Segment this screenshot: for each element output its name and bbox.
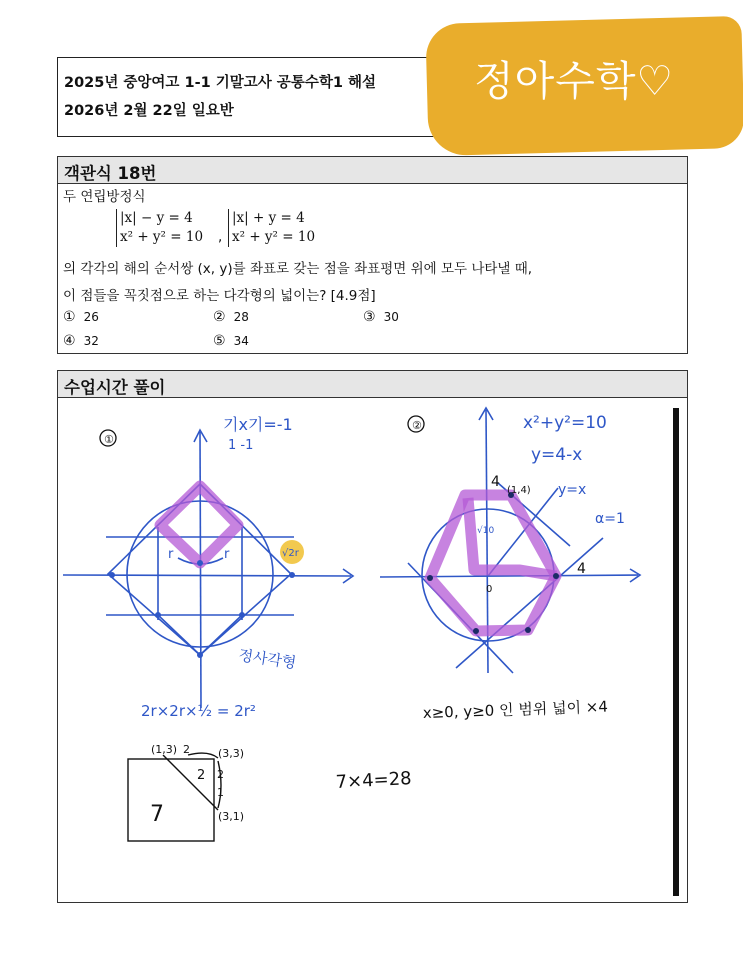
area-diagonal (163, 755, 218, 810)
option-1-value: 26 (83, 310, 99, 324)
option-2 (213, 309, 249, 325)
area-point-1: (1,3) (151, 743, 178, 756)
option-3-value: 30 (383, 310, 399, 324)
system-2-eq-2: x² + y² = 10 (232, 229, 316, 245)
area-two-b: 2 (197, 768, 206, 783)
question-heading: 객관식 18번 (58, 157, 687, 184)
option-2-value: 28 (233, 310, 249, 324)
title-line-1: 2025년 중앙여고 1-1 기말고사 공통수학1 해설 (64, 75, 376, 91)
option-1 (63, 309, 99, 325)
area-point-2: (3,3) (218, 747, 245, 760)
figure-1 (63, 430, 353, 708)
fig1-point (239, 612, 245, 618)
area-seven: 7 (150, 802, 164, 827)
fig1-slope-note-2: 1 -1 (228, 438, 254, 453)
fig1-slope-note: 기x기=-1 (223, 415, 293, 434)
area-brace-top (188, 753, 218, 758)
question-body-1: 의 각각의 해의 순서쌍 (x, y)를 좌표로 갖는 점을 좌표평면 위에 모두 나타낼 때, (63, 261, 533, 277)
system-1-eq-2: x² + y² = 10 (120, 229, 204, 245)
fig1-point (109, 572, 115, 578)
option-4-value: 32 (83, 334, 99, 348)
fig2-point (427, 575, 433, 581)
option-3-num: ③ (363, 309, 376, 325)
fig1-square-note: 정사각형 (237, 646, 298, 673)
fig1-point (289, 572, 295, 578)
fig2-eq1: x²+y²=10 (523, 413, 607, 433)
area-point-3: (3,1) (218, 810, 245, 823)
question-intro: 두 연립방정식 (63, 189, 146, 205)
fig2-number: ② (412, 419, 422, 432)
fig2-point (553, 573, 559, 579)
option-1-num: ① (63, 309, 76, 325)
area-two-a: 2 (183, 743, 190, 756)
option-4-num: ④ (63, 333, 76, 349)
fig1-area-eq: 2r×2r×½ = 2r² (141, 702, 256, 720)
fig2-tick-4b: 4 (577, 561, 586, 577)
fig2-point (473, 628, 479, 634)
fig1-r-label-2: r (224, 547, 230, 562)
fig2-eq2: y=4-x (531, 445, 583, 465)
fig2-alpha: α=1 (595, 511, 625, 527)
title-line-2: 2026년 2월 22일 일요반 (64, 103, 234, 119)
fig1-point (155, 612, 161, 618)
question-body-2: 이 점들을 꼭짓점으로 하는 다각형의 넓이는? [4.9점] (63, 288, 376, 304)
solution-section (57, 370, 688, 903)
fig2-root10: √10 (477, 526, 495, 536)
area-one: 1 (217, 786, 224, 799)
fig2-tick-4: 4 (491, 474, 500, 490)
option-3 (363, 309, 399, 325)
area-sketch (128, 753, 221, 841)
area-two-c: 2 (217, 768, 224, 781)
handwritten-solution (58, 398, 687, 902)
system-comma: , (218, 229, 223, 245)
fig1-low-left (158, 615, 200, 655)
fig2-yx-label: y=x (558, 482, 587, 498)
option-5-value: 34 (233, 334, 249, 348)
fig1-number: ① (104, 433, 114, 446)
system-2-eq-1: |x| + y = 4 (232, 210, 305, 226)
option-4 (63, 333, 99, 349)
option-5-num: ⑤ (213, 333, 226, 349)
fig2-point (525, 627, 531, 633)
fig1-x-axis (63, 575, 351, 576)
brand-label: 정아수학♡ (474, 57, 675, 105)
fig1-root-label: √2r (282, 548, 299, 559)
option-5 (213, 333, 249, 349)
fig1-y-axis (200, 432, 201, 708)
fig1-r-label-1: r (168, 547, 174, 562)
scroll-bar (673, 408, 679, 896)
fig1-point (197, 652, 203, 658)
question-section (57, 156, 688, 354)
system-2 (228, 209, 315, 247)
region-note: x≥0, y≥0 인 범위 넓이 ×4 (422, 697, 609, 722)
fig1-low-right (200, 615, 242, 655)
result-note: 7×4=28 (335, 768, 413, 793)
option-2-num: ② (213, 309, 226, 325)
fig1-point (197, 560, 203, 566)
fig2-origin: 0 (486, 584, 493, 595)
system-1-eq-1: |x| − y = 4 (120, 210, 193, 226)
system-1 (116, 209, 203, 247)
fig2-point-label: (1,4) (507, 485, 531, 496)
solution-heading: 수업시간 풀이 (58, 371, 687, 398)
